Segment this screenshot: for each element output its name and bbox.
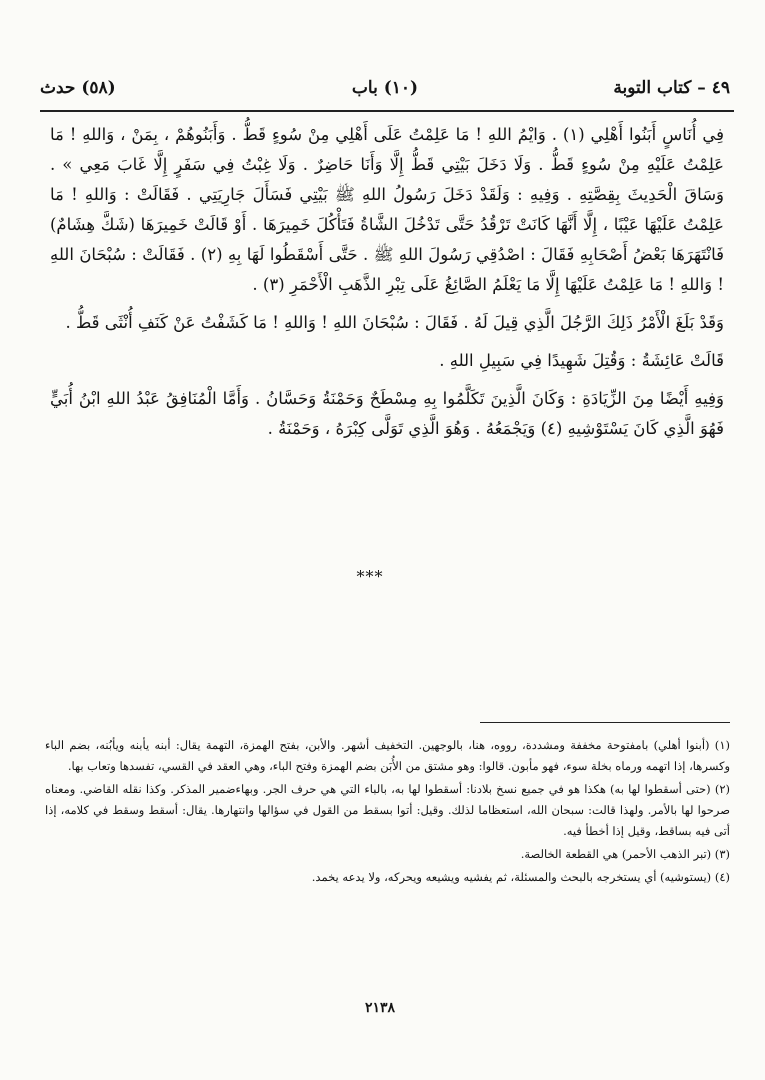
footnote-4: (٤) (يستوشيه) أي يستخرجه بالبحث والمسئلة، ثم يفشيه ويشيعه ويحركه، ولا يدعه يخمد. [311,870,730,884]
footnote-1: (١) (أبنوا أهلي) بامفتوحة مخففة ومشددة، رووه، هنا، بالوجهين. التخفيف أشهر. والأبن، بفتح الهمزة، التهمة يقال: أبنه يأبنه ويأبُنه، بضم الباء وكسرها، إذا اتهمه ورماه بخلة سوء، فهو مأبون. قالوا: وهو مشتق من الأُبَن بضم الهمزة وفتح الباء، وهي العقد في القسي، تفسدها وتعاب بها. [45,738,730,773]
paragraph-1: فِي أُنَاسٍ أَبَنُوا أَهْلِي (١) . وَايْمُ اللهِ ! مَا عَلِمْتُ عَلَى أَهْلِي مِنْ سُوءٍ قَطُّ . وَأَبَنُوهُمْ ، بِمَنْ ، وَاللهِ ! مَا عَلِمْتُ عَلَيْهِ مِنْ سُوءٍ قَطُّ . وَلَا دَخَلَ بَيْتِي قَطُّ إِلَّا وَأَنَا حَاضِرٌ . وَلَا غِبْتُ فِي سَفَرٍ إِلَّا غَابَ مَعِي » . وَسَاقَ الْحَدِيثَ بِقِصَّتِهِ . وَفِيهِ : وَلَقَدْ دَخَلَ رَسُولُ اللهِ ﷺ بَيْتِي فَسَأَلَ جَارِيَتِي . فَقَالَتْ : وَاللهِ ! مَا عَلِمْتُ عَلَيْهَا عَيْبًا ، إِلَّا أَنَّهَا كَانَتْ تَرْقُدُ حَتَّى تَدْخُلَ الشَّاةُ فَتَأْكُلَ خَمِيرَهَا . أَوْ قَالَتْ خَمِيرَهَا (شَكَّ هِشَامٌ) فَانْتَهَرَهَا بَعْضُ أَصْحَابِهِ فَقَالَ : اصْدُقِي رَسُولَ اللهِ ﷺ . حَتَّى أَسْقَطُوا لَهَا بِهِ (٢) . فَقَالَتْ : سُبْحَانَ اللهِ ! وَاللهِ ! مَا عَلِمْتُ عَلَيْهَا إِلَّا مَا يَعْلَمُ الصَّائِغُ عَلَى تِبْرِ الذَّهَبِ الْأَحْمَرِ (٣) . [50,125,724,294]
section-separator: *** [356,567,384,586]
header-chapter: (١٠) باب [351,78,419,98]
paragraph-4: وَفِيهِ أَيْضًا مِنَ الزِّيَادَةِ : وَكَانَ الَّذِينَ تَكَلَّمُوا بِهِ مِسْطَحٌ وَحَمْنَةُ وَحَسَّانُ . وَأَمَّا الْمُنَافِقُ عَبْدُ اللهِ ابْنُ أُبَيٍّ فَهُوَ الَّذِي كَانَ يَسْتَوْشِيهِ (٤) وَيَجْمَعُهُ . وَهُوَ الَّذِي تَوَلَّى كِبْرَهُ ، وَحَمْنَةُ . [50,389,724,438]
paragraph-2: وَقَدْ بَلَغَ الْأَمْرُ ذَلِكَ الرَّجُلَ الَّذِي قِيلَ لَهُ . فَقَالَ : سُبْحَانَ اللهِ ! وَاللهِ ! مَا كَشَفْتُ عَنْ كَنَفِ أُنْثَى قَطُّ . [65,313,724,332]
footnote-3: (٣) (تبر الذهب الأحمر) هي القطعة الخالصة. [520,847,730,861]
paragraph-3: قَالَتْ عَائِشَةُ : وَقُتِلَ شَهِيدًا فِي سَبِيلِ اللهِ . [439,351,724,370]
page-number: ٢١٣٨ [364,1000,396,1016]
header-hadith-number: (٥٨) حدث [40,78,116,98]
main-text [50,120,724,444]
footnotes [45,735,730,890]
footnote-rule [480,722,730,723]
footnote-2: (٢) (حتى أسقطوا لها به) هكذا هو في جميع نسخ بلادنا: أسقطوا لها به، بالباء التي هي حرف الجر. وبهاءضمير المذكر. وكذا نقله القاضي. ومعناه صرحوا لها بالأمر. ولهذا قالت: سبحان الله، استعظاما لذلك. وقيل: أتوا بسقط من القول في سؤالها وانتهارها. يقال: أسقط وسقط في كلامه، إذا أتى فيه بساقط، وقيل إذا أخطأ فيه. [45,782,730,838]
running-header [40,70,730,108]
header-book-title: ٤٩ – كتاب التوبة [613,78,730,98]
header-rule [40,110,734,112]
